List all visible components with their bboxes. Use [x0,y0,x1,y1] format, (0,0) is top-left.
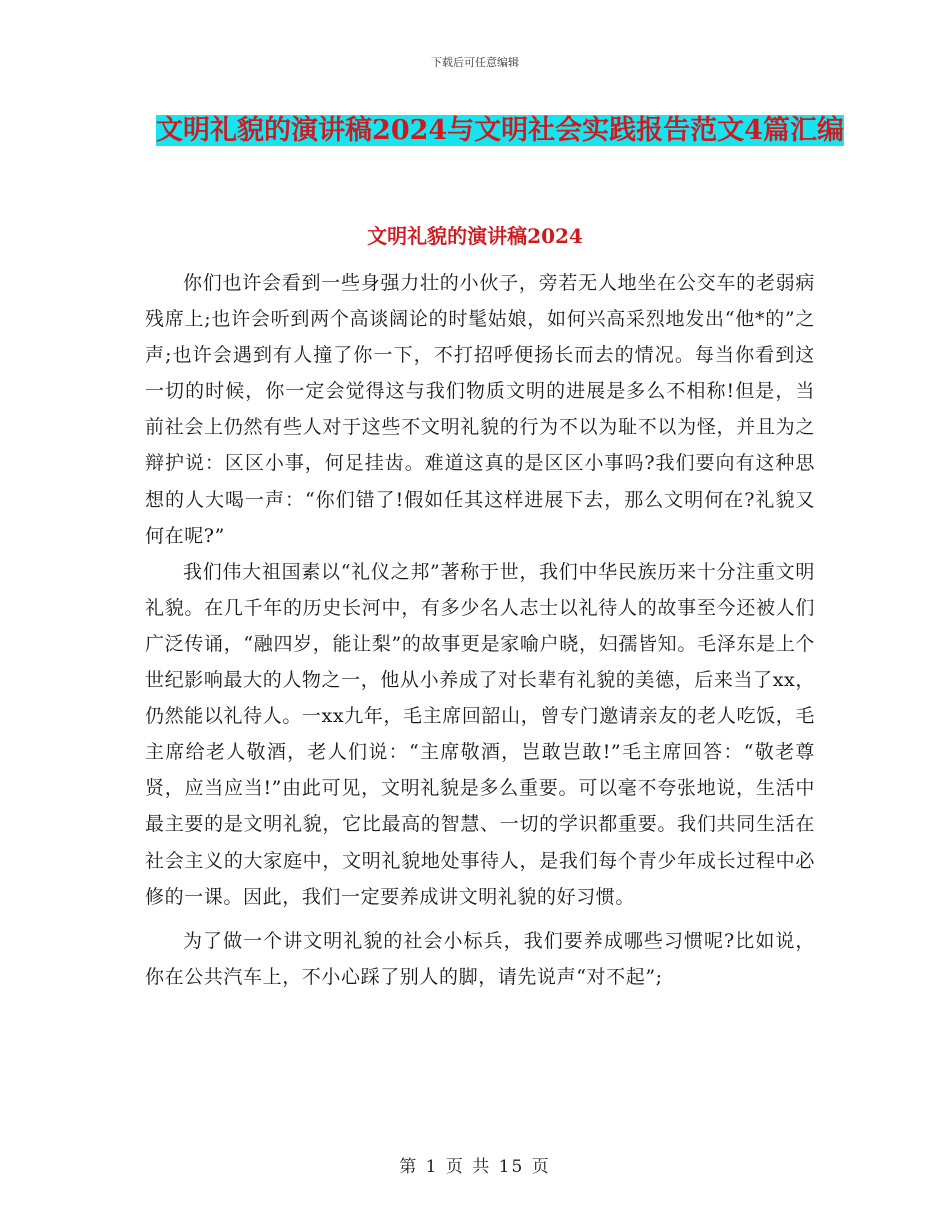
header-note: 下载后可任意编辑 [431,56,519,69]
document-title-highlight: 文明礼貌的演讲稿2024与文明社会实践报告范文4篇汇编 [156,115,844,146]
paragraph-2: 我们伟大祖国素以“礼仪之邦”著称于世，我们中华民族历来十分注重文明礼貌。在几千年的历史长河中，有多少名人志士以礼待人的故事至今还被人们广泛传诵，“融四岁，能让梨”的故事更是家喻户晓，妇孺皆知。毛泽东是上个世纪影响最大的人物之一，他从小养成了对长辈有礼貌的美德，后来当了xx，仍然能以礼待人。一xx九年，毛主席回韶山，曾专门邀请亲友的老人吃饭，毛主席给老人敬酒，老人们说：“主席敬酒，岂敢岂敢!”毛主席回答：“敬老尊贤，应当应当!”由此可见，文明礼貌是多么重要。可以毫不夸张地说，生活中最主要的是文明礼貌，它比最高的智慧、一切的学识都重要。我们共同生活在社会主义的大家庭中，文明礼貌地处事待人，是我们每个青少年成长过程中必修的一课。因此，我们一定要养成讲文明礼貌的好习惯。 [145,560,815,908]
paragraph-3: 为了做一个讲文明礼貌的社会小标兵，我们要养成哪些习惯呢?比如说，你在公共汽车上，不小心踩了别人的脚，请先说声“对不起”; [145,929,815,988]
document-body [145,265,815,995]
paragraph-1: 你们也许会看到一些身强力壮的小伙子，旁若无人地坐在公交车的老弱病残席上;也许会听到两个高谈阔论的时髦姑娘，如何兴高采烈地发出“他*的”之声;也许会遇到有人撞了你一下，不打招呼便扬长而去的情况。每当你看到这一切的时候，你一定会觉得这与我们物质文明的进展是多么不相称!但是，当前社会上仍然有些人对于这些不文明礼貌的行为不以为耻不以为怪，并且为之辩护说：区区小事，何足挂齿。难道这真的是区区小事吗?我们要向有这种思想的人大喝一声：“你们错了!假如任其这样进展下去，那么文明何在?礼貌又何在呢?” [145,272,815,547]
page-number: 第 1 页 共 15 页 [399,1157,551,1177]
document-title [140,108,860,154]
section-title: 文明礼貌的演讲稿2024 [367,224,583,248]
